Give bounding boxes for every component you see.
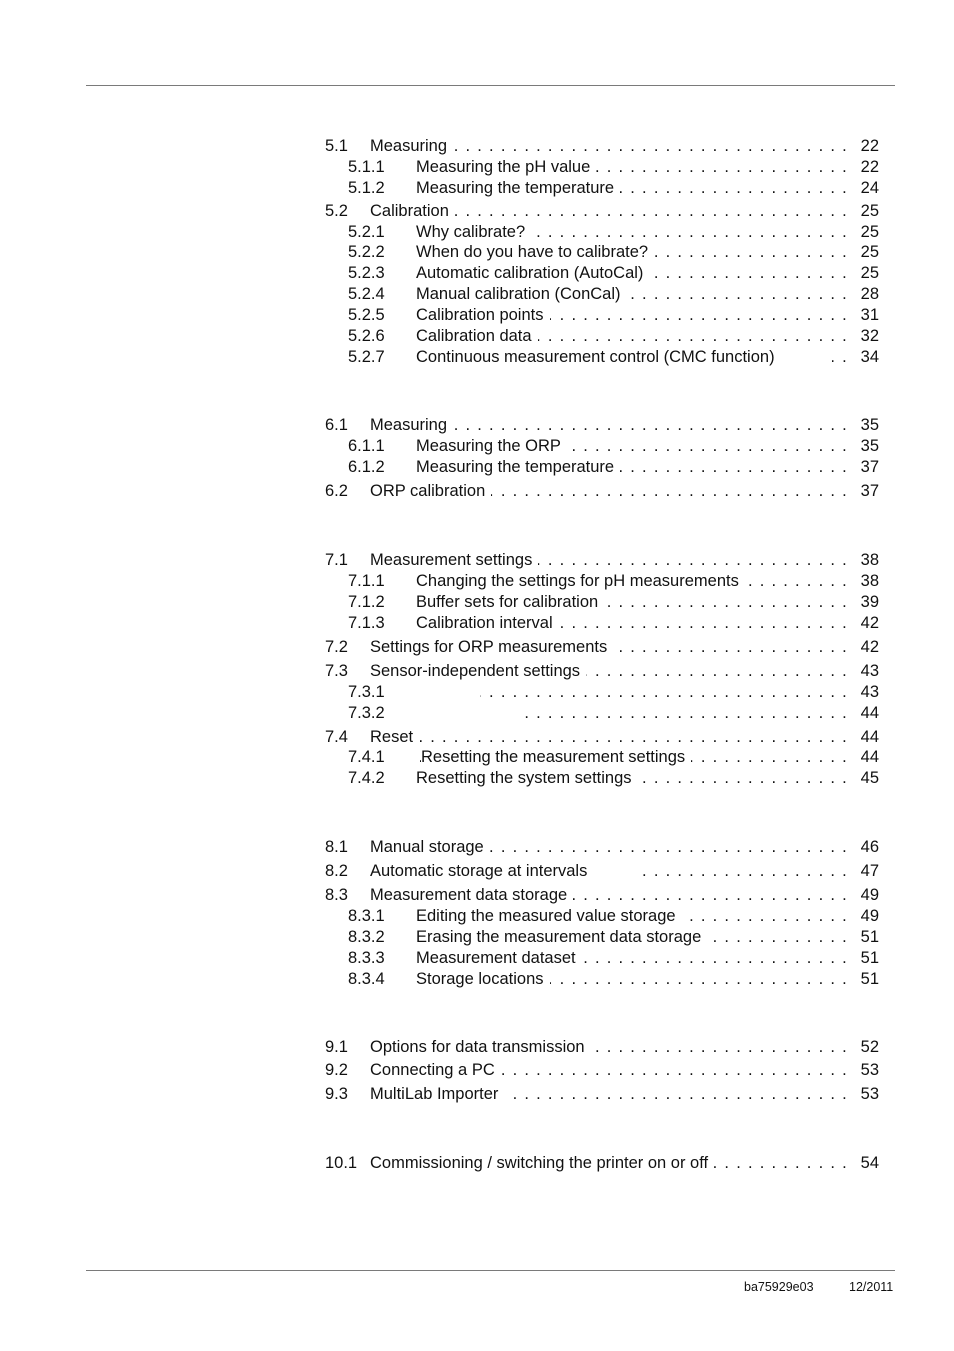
toc-entry-number: 5.2.7 xyxy=(348,348,385,366)
toc-entry-number: 6.2 xyxy=(325,482,348,500)
toc-entry-title: Manual calibration (ConCal) xyxy=(416,284,627,305)
toc-entry-number: 7.1 xyxy=(325,551,348,569)
toc-entry-number: 7.1.2 xyxy=(348,593,385,611)
toc-entry-title: Resetting the measurement settings xyxy=(421,747,691,768)
toc-entry[interactable] xyxy=(0,613,954,634)
toc-leader-dots xyxy=(480,682,848,703)
toc-entry-page: 51 xyxy=(860,970,879,988)
toc-entry[interactable] xyxy=(0,242,954,263)
toc-entry-page: 25 xyxy=(860,223,879,241)
toc-entry[interactable] xyxy=(0,415,954,436)
toc-entry-page: 37 xyxy=(860,458,879,476)
toc-entry-page: 52 xyxy=(860,1038,879,1056)
toc-entry-title: Automatic storage at intervals xyxy=(370,861,593,882)
toc-entry-title: Measuring xyxy=(370,415,453,436)
toc-entry-title: Storage locations xyxy=(416,969,550,990)
toc-entry[interactable] xyxy=(0,157,954,178)
toc-entry-title: When do you have to calibrate? xyxy=(416,242,654,263)
toc-entry[interactable] xyxy=(0,201,954,222)
toc-entry[interactable] xyxy=(0,457,954,478)
toc-entry-title: Measurement settings xyxy=(370,550,538,571)
toc-entry-title: Measurement dataset xyxy=(416,948,582,969)
toc-entry-number: 10.1 xyxy=(325,1154,358,1172)
toc-entry-title: Changing the settings for pH measurements xyxy=(416,571,745,592)
toc-entry-number: 7.4.1 xyxy=(348,748,385,766)
toc-entry[interactable] xyxy=(0,703,954,724)
toc-entry-page: 51 xyxy=(860,928,879,946)
toc-entry-title: Measuring the temperature xyxy=(416,178,620,199)
toc-entry-title: Reset xyxy=(370,727,419,748)
toc-entry[interactable] xyxy=(0,837,954,858)
toc-entry-page: 54 xyxy=(860,1154,879,1172)
toc-entry-number: 9.2 xyxy=(325,1061,348,1079)
toc-entry-number: 9.3 xyxy=(325,1085,348,1103)
toc-entry-number: 5.2.1 xyxy=(348,223,385,241)
toc-entry-number: 8.3.4 xyxy=(348,970,385,988)
toc-entry-number: 5.2.5 xyxy=(348,306,385,324)
toc-entry-number: 6.1.2 xyxy=(348,458,385,476)
toc-entry[interactable] xyxy=(0,1060,954,1081)
toc-entry-page: 25 xyxy=(860,243,879,261)
toc-entry-title: Resetting the system settings xyxy=(416,768,638,789)
toc-entry[interactable] xyxy=(0,927,954,948)
toc-entry[interactable] xyxy=(0,637,954,658)
toc-entry-page: 46 xyxy=(860,838,879,856)
toc-entry-number: 7.3.1 xyxy=(348,683,385,701)
toc-entry-title: Measurement data storage xyxy=(370,885,573,906)
toc-entry-page: 31 xyxy=(860,306,879,324)
toc-entry-title: Calibration points xyxy=(416,305,550,326)
toc-entry[interactable] xyxy=(0,550,954,571)
toc-entry[interactable] xyxy=(0,571,954,592)
toc-entry-number: 7.3.2 xyxy=(348,704,385,722)
toc-entry-number: 5.1 xyxy=(325,137,348,155)
toc-entry-number: 5.1.2 xyxy=(348,179,385,197)
toc-entry-page: 49 xyxy=(860,886,879,904)
toc-entry-number: 5.2.3 xyxy=(348,264,385,282)
toc-entry-number: 9.1 xyxy=(325,1038,348,1056)
toc-entry-title: Connecting a PC xyxy=(370,1060,501,1081)
toc-entry[interactable] xyxy=(0,592,954,613)
toc-entry-title: Calibration interval xyxy=(416,613,559,634)
toc-entry[interactable] xyxy=(0,906,954,927)
toc-entry-page: 47 xyxy=(860,862,879,880)
toc-entry[interactable] xyxy=(0,969,954,990)
toc-entry-number: 7.4.2 xyxy=(348,769,385,787)
toc-entry-page: 38 xyxy=(860,551,879,569)
toc-entry-title: Manual storage xyxy=(370,837,490,858)
toc-entry-title: ORP calibration xyxy=(370,481,491,502)
toc-entry-page: 43 xyxy=(860,683,879,701)
toc-entry-title: Why calibrate? xyxy=(416,222,531,243)
toc-entry-page: 25 xyxy=(860,202,879,220)
toc-entry-title: Calibration data xyxy=(416,326,538,347)
toc-entry-number: 5.1.1 xyxy=(348,158,385,176)
toc-entry[interactable] xyxy=(0,747,954,768)
toc-entry-page: 44 xyxy=(860,704,879,722)
footer-date: 12/2011 xyxy=(849,1280,894,1294)
toc-entry[interactable] xyxy=(0,682,954,703)
toc-entry-number: 8.3.3 xyxy=(348,949,385,967)
toc-entry-page: 28 xyxy=(860,285,879,303)
toc-entry-page: 44 xyxy=(860,748,879,766)
toc-entry[interactable] xyxy=(0,436,954,457)
toc-entry[interactable] xyxy=(0,861,954,882)
toc-entry[interactable] xyxy=(0,1037,954,1058)
toc-entry-title: Measuring xyxy=(370,136,453,157)
toc-entry-page: 24 xyxy=(860,179,879,197)
toc-entry[interactable] xyxy=(0,885,954,906)
toc-entry-page: 35 xyxy=(860,437,879,455)
toc-entry-number: 5.2.4 xyxy=(348,285,385,303)
toc-entry-title: Continuous measurement control (CMC function) xyxy=(416,347,781,368)
toc-entry-title: Measuring the pH value xyxy=(416,157,596,178)
toc-entry-number: 6.1 xyxy=(325,416,348,434)
toc-entry-title: MultiLab Importer xyxy=(370,1084,504,1105)
toc-entry-title: Options for data transmission xyxy=(370,1037,591,1058)
toc-entry-page: 53 xyxy=(860,1085,879,1103)
toc-entry-page: 34 xyxy=(860,348,879,366)
toc-entry-number: 8.2 xyxy=(325,862,348,880)
toc-entry-number: 8.1 xyxy=(325,838,348,856)
toc-entry-number: 5.2.6 xyxy=(348,327,385,345)
toc-entry-number: 7.2 xyxy=(325,638,348,656)
toc-entry[interactable] xyxy=(0,178,954,199)
toc-entry-page: 45 xyxy=(860,769,879,787)
toc-entry[interactable] xyxy=(0,661,954,682)
toc-entry-page: 25 xyxy=(860,264,879,282)
toc-entry[interactable] xyxy=(0,326,954,347)
toc-entry[interactable] xyxy=(0,1084,954,1105)
toc-entry-title: Automatic calibration (AutoCal) xyxy=(416,263,649,284)
toc-entry[interactable] xyxy=(0,1153,954,1174)
toc-entry[interactable] xyxy=(0,222,954,243)
toc-entry[interactable] xyxy=(0,727,954,748)
toc-entry[interactable] xyxy=(0,948,954,969)
toc-entry-number: 7.3 xyxy=(325,662,348,680)
toc-entry[interactable] xyxy=(0,263,954,284)
toc-leader-dots xyxy=(520,703,848,724)
toc-entry-page: 39 xyxy=(860,593,879,611)
toc-entry-number: 8.3.1 xyxy=(348,907,385,925)
toc-entry-number: 8.3 xyxy=(325,886,348,904)
toc-entry-page: 51 xyxy=(860,949,879,967)
toc-entry-number: 7.1.1 xyxy=(348,572,385,590)
toc-entry-title: Measuring the ORP xyxy=(416,436,567,457)
toc-entry-number: 7.1.3 xyxy=(348,614,385,632)
footer-document-id: ba75929e03 xyxy=(744,1280,814,1294)
toc-entry-title: Commissioning / switching the printer on or off xyxy=(370,1153,714,1174)
toc-entry-page: 43 xyxy=(860,662,879,680)
toc-entry[interactable] xyxy=(0,768,954,789)
toc-entry[interactable] xyxy=(0,481,954,502)
toc-entry-title: Buffer sets for calibration xyxy=(416,592,604,613)
toc-entry[interactable] xyxy=(0,305,954,326)
toc-entry-page: 37 xyxy=(860,482,879,500)
toc-entry-page: 38 xyxy=(860,572,879,590)
toc-entry-page: 35 xyxy=(860,416,879,434)
toc-entry-page: 44 xyxy=(860,728,879,746)
toc-entry-page: 42 xyxy=(860,638,879,656)
toc-entry-number: 8.3.2 xyxy=(348,928,385,946)
toc-entry-title: Calibration xyxy=(370,201,455,222)
toc-leader-dots xyxy=(370,727,848,748)
toc-leader-dots xyxy=(636,861,848,882)
toc-entry-title: Measuring the temperature xyxy=(416,457,620,478)
toc-entry-page: 49 xyxy=(860,907,879,925)
toc-entry-number: 6.1.1 xyxy=(348,437,385,455)
toc-entry-title: Settings for ORP measurements xyxy=(370,637,613,658)
toc-leader-dots xyxy=(832,347,848,368)
toc-entry-title: Sensor-independent settings xyxy=(370,661,586,682)
toc-entry-page: 42 xyxy=(860,614,879,632)
toc-entry-page: 22 xyxy=(860,158,879,176)
toc-entry[interactable] xyxy=(0,347,954,368)
toc-entry-page: 53 xyxy=(860,1061,879,1079)
toc-entry-number: 5.2.2 xyxy=(348,243,385,261)
toc-entry[interactable] xyxy=(0,284,954,305)
toc-entry-number: 5.2 xyxy=(325,202,348,220)
toc-entry-page: 22 xyxy=(860,137,879,155)
footer-rule xyxy=(86,1270,895,1271)
toc-entry-number: 7.4 xyxy=(325,728,348,746)
toc-entry-title: Erasing the measurement data storage xyxy=(416,927,707,948)
toc-entry-title: Editing the measured value storage xyxy=(416,906,682,927)
toc-entry[interactable] xyxy=(0,136,954,157)
toc-entry-page: 32 xyxy=(860,327,879,345)
